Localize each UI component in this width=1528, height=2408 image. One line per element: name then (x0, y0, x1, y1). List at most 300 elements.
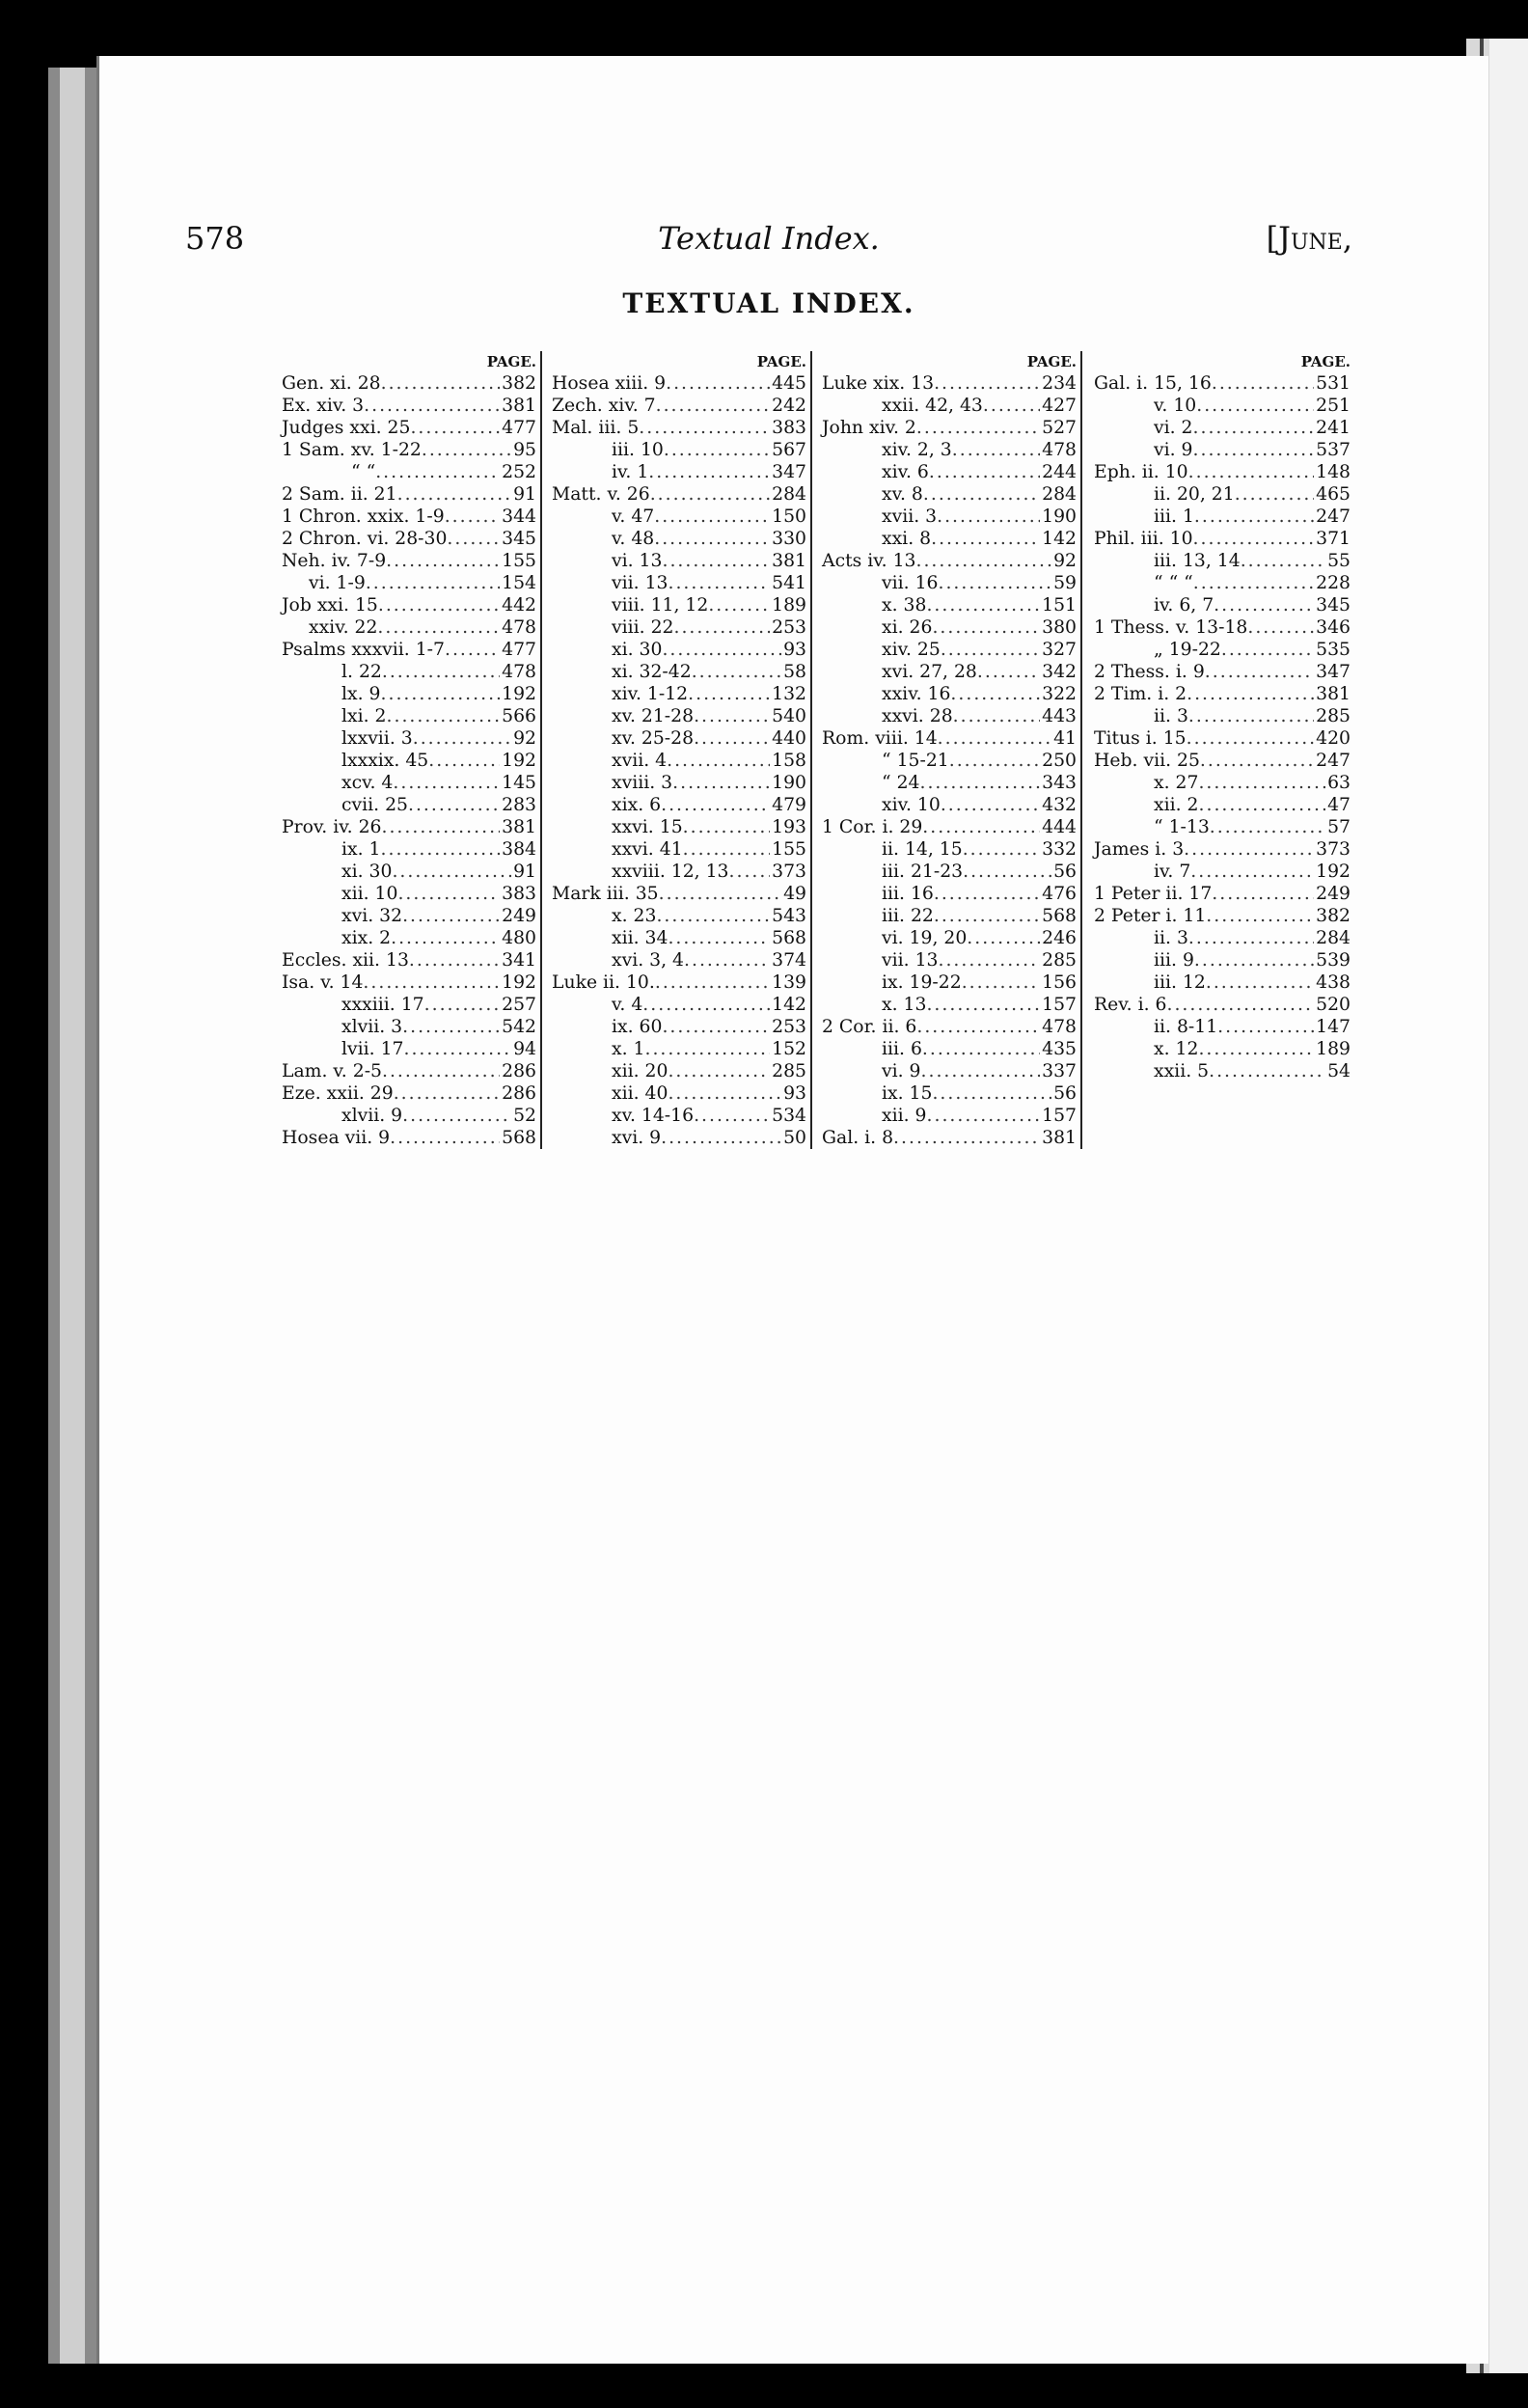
index-entry (282, 616, 540, 639)
scripture-reference: “ 15-21 (882, 751, 949, 771)
page-reference: 147 (1316, 1017, 1351, 1037)
leader-dots (1194, 949, 1314, 971)
scripture-reference: 2 Thess. i. 9 (1094, 662, 1205, 682)
page-reference: 371 (1316, 529, 1351, 549)
page-reference: 443 (1042, 706, 1077, 726)
page-reference: 241 (1316, 418, 1351, 438)
page-reference: 337 (1042, 1061, 1077, 1081)
scripture-reference: xxii. 5 (1154, 1061, 1210, 1081)
page-reference: 344 (502, 506, 536, 527)
leader-dots (932, 1082, 1051, 1105)
page-reference: 55 (1327, 551, 1351, 571)
scripture-reference: x. 12 (1154, 1039, 1199, 1059)
leader-dots (1206, 971, 1314, 994)
page-reference: 444 (1042, 817, 1077, 837)
scripture-reference: xii. 10 (341, 884, 398, 904)
leader-dots (937, 506, 1040, 528)
index-entry (282, 1082, 540, 1105)
leader-dots (941, 794, 1040, 816)
leader-dots (644, 1038, 770, 1060)
page-reference: 190 (772, 773, 806, 793)
index-entry (282, 372, 540, 395)
leader-dots (952, 439, 1040, 461)
index-entry (552, 683, 810, 705)
page-reference: 41 (1053, 728, 1077, 749)
index-entry (822, 971, 1080, 994)
index-entry (1094, 794, 1354, 816)
leader-dots (1200, 750, 1314, 772)
page-reference: 330 (772, 529, 806, 549)
index-entry (282, 861, 540, 883)
index-entry (1094, 905, 1354, 927)
leader-dots (424, 994, 501, 1016)
scripture-reference: xiv. 25 (882, 640, 941, 660)
scripture-reference: Eph. ii. 10 (1094, 462, 1188, 482)
scripture-reference: Gen. xi. 28 (282, 373, 381, 394)
scripture-reference: 2 Peter i. 11 (1094, 906, 1207, 926)
scripture-reference: Mark iii. 35 (552, 884, 659, 904)
scripture-reference: xxvi. 41 (612, 839, 683, 860)
page-reference: 373 (772, 862, 806, 882)
index-entry (822, 395, 1080, 417)
leader-dots (1217, 1016, 1314, 1038)
leader-dots (1247, 616, 1314, 639)
page-reference: 541 (772, 573, 806, 593)
leader-dots (390, 1127, 500, 1149)
page-reference: 445 (772, 373, 806, 394)
index-entry (552, 417, 810, 439)
leader-dots (923, 483, 1040, 506)
leader-dots (953, 705, 1041, 727)
scripture-reference: ii. 3 (1154, 928, 1188, 948)
leader-dots (402, 1016, 500, 1038)
leader-dots (941, 639, 1040, 661)
page-reference: 93 (783, 1083, 806, 1104)
page-reference: 189 (1316, 1039, 1351, 1059)
leader-dots (1188, 705, 1314, 727)
page-reference: 374 (772, 950, 806, 971)
leader-dots (1214, 594, 1314, 616)
scripture-reference: „ 19-22 (1154, 640, 1221, 660)
scripture-reference: xi. 30 (612, 640, 663, 660)
scripture-reference: iii. 13, 14 (1154, 551, 1241, 571)
page-reference: 382 (1316, 906, 1351, 926)
leader-dots (393, 772, 500, 794)
index-entry (282, 905, 540, 927)
index-entry (552, 439, 810, 461)
leader-dots (403, 1038, 511, 1060)
page-reference: 283 (502, 795, 536, 815)
leader-dots (381, 683, 501, 705)
leader-dots (688, 683, 770, 705)
index-entry (822, 794, 1080, 816)
page-reference: 322 (1042, 684, 1077, 704)
leader-dots (929, 461, 1040, 483)
page-reference: 253 (772, 1017, 806, 1037)
index-entry (822, 861, 1080, 883)
index-entry (552, 727, 810, 750)
leader-dots (934, 883, 1040, 905)
index-entry (282, 395, 540, 417)
scripture-reference: xvi. 9 (612, 1128, 662, 1148)
index-entry (552, 372, 810, 395)
index-entry (282, 971, 540, 994)
page-reference: 381 (1042, 1128, 1077, 1148)
index-entry (552, 506, 810, 528)
scripture-reference: Titus i. 15 (1094, 728, 1187, 749)
leader-dots (413, 727, 511, 750)
scripture-reference: Hosea xiii. 9 (552, 373, 667, 394)
index-entry (282, 528, 540, 550)
scripture-reference: xvi. 3, 4 (612, 950, 684, 971)
leader-dots (639, 417, 770, 439)
scripture-reference: John xiv. 2 (822, 418, 916, 438)
scripture-reference: vi. 2 (1154, 418, 1193, 438)
scripture-reference: 1 Cor. i. 29 (822, 817, 923, 837)
scripture-reference: Luke ii. 10. (552, 972, 655, 993)
leader-dots (1198, 1038, 1314, 1060)
page-reference: 478 (1042, 440, 1077, 460)
index-entry (1094, 395, 1354, 417)
scripture-reference: Eccles. xii. 13 (282, 950, 409, 971)
scripture-reference: xvi. 32 (341, 906, 403, 926)
scripture-reference: xxvi. 15 (612, 817, 683, 837)
index-entry (822, 528, 1080, 550)
scripture-reference: Ex. xiv. 3 (282, 396, 365, 416)
leader-dots (654, 528, 770, 550)
page-reference: 479 (772, 795, 806, 815)
scripture-reference: xi. 26 (882, 617, 933, 638)
scripture-reference: vii. 13 (612, 573, 668, 593)
page-column-heading: PAGE. (756, 353, 806, 370)
scripture-reference: vi. 1-9 (309, 573, 366, 593)
leader-dots (950, 683, 1040, 705)
page-reference: 427 (1042, 396, 1077, 416)
leader-dots (447, 528, 500, 550)
index-entry (1094, 750, 1354, 772)
index-entry (822, 661, 1080, 683)
scripture-reference: Zech. xiv. 7 (552, 396, 656, 416)
page-reference: 228 (1316, 573, 1351, 593)
index-entry (822, 639, 1080, 661)
index-entry (552, 927, 810, 949)
scripture-reference: 1 Chron. xxix. 1-9 (282, 506, 445, 527)
page-reference: 476 (1042, 884, 1077, 904)
index-entry (822, 1060, 1080, 1082)
leader-dots (391, 927, 500, 949)
page-reference: 285 (1316, 706, 1351, 726)
page-reference: 542 (502, 1017, 536, 1037)
page-reference: 435 (1042, 1039, 1077, 1059)
page-reference: 420 (1316, 728, 1351, 749)
index-entry (552, 639, 810, 661)
scripture-reference: x. 1 (612, 1039, 645, 1059)
scripture-reference: Matt. v. 26 (552, 484, 650, 505)
index-entry (552, 816, 810, 838)
scripture-reference: ii. 8-11 (1154, 1017, 1218, 1037)
page-reference: 568 (502, 1128, 536, 1148)
index-entry (1094, 616, 1354, 639)
page-reference: 382 (502, 373, 536, 394)
index-entry (1094, 683, 1354, 705)
leader-dots (381, 372, 501, 395)
page-reference: 384 (502, 839, 536, 860)
spine-inner (60, 68, 85, 2364)
scripture-reference: “ “ “ (1154, 573, 1193, 593)
index-entry (552, 772, 810, 794)
leader-dots (694, 1105, 770, 1127)
page-reference: 148 (1316, 462, 1351, 482)
leader-dots (938, 572, 1051, 594)
page-number: 578 (185, 220, 245, 257)
leader-dots (1198, 772, 1325, 794)
index-entry (1094, 483, 1354, 506)
leader-dots (977, 661, 1040, 683)
index-entry (282, 661, 540, 683)
scripture-reference: iii. 22 (882, 906, 934, 926)
page-reference: 93 (783, 640, 806, 660)
page-reference: 535 (1316, 640, 1351, 660)
page-reference: 247 (1316, 751, 1351, 771)
leader-dots (1187, 727, 1315, 750)
scripture-reference: James i. 3 (1094, 839, 1185, 860)
page-reference: 527 (1042, 418, 1077, 438)
scripture-reference: Gal. i. 8 (822, 1128, 894, 1148)
page-reference: 249 (502, 906, 536, 926)
index-entry (1094, 461, 1354, 483)
index-entry (282, 1127, 540, 1149)
index-entry (1094, 838, 1354, 861)
scripture-reference: xviii. 3 (612, 773, 673, 793)
scripture-reference: x. 27 (1154, 773, 1199, 793)
index-entry (822, 1016, 1080, 1038)
leader-dots (934, 372, 1040, 395)
index-entry (822, 949, 1080, 971)
page-reference: 242 (772, 396, 806, 416)
scripture-reference: v. 10 (1154, 396, 1197, 416)
index-column-3 (822, 351, 1082, 1149)
page-reference: 537 (1316, 440, 1351, 460)
scripture-reference: xix. 2 (341, 928, 392, 948)
scripture-reference: Heb. vii. 25 (1094, 751, 1200, 771)
scripture-reference: iii. 16 (882, 884, 934, 904)
leader-dots (394, 1082, 500, 1105)
page-reference: 152 (772, 1039, 806, 1059)
page-reference: 142 (772, 995, 806, 1015)
leader-dots (1199, 794, 1326, 816)
leader-dots (408, 794, 500, 816)
scripture-reference: xii. 34 (612, 928, 668, 948)
index-entry (552, 1038, 810, 1060)
index-entry (552, 1127, 810, 1149)
scripture-reference: Rev. i. 6 (1094, 995, 1167, 1015)
index-entry (552, 1082, 810, 1105)
index-entry (282, 550, 540, 572)
running-title: Textual Index. (658, 220, 880, 257)
index-entry (822, 816, 1080, 838)
leader-dots (729, 861, 771, 883)
leader-dots (1187, 683, 1314, 705)
page-reference: 342 (1042, 662, 1077, 682)
page-reference: 158 (772, 751, 806, 771)
index-title: TEXTUAL INDEX. (622, 287, 915, 319)
leader-dots (664, 439, 770, 461)
page-reference: 286 (502, 1083, 536, 1104)
scripture-reference: 2 Tim. i. 2 (1094, 684, 1187, 704)
page-reference: 249 (1316, 884, 1351, 904)
index-entry (822, 838, 1080, 861)
leader-dots (378, 594, 500, 616)
leader-dots (1193, 417, 1315, 439)
page-reference: 381 (502, 817, 536, 837)
leader-dots (386, 550, 500, 572)
page-reference: 284 (772, 484, 806, 505)
leader-dots (673, 616, 770, 639)
index-entry (1094, 528, 1354, 550)
scripture-reference: lx. 9 (341, 684, 381, 704)
leader-dots (642, 994, 770, 1016)
leader-dots (683, 816, 771, 838)
index-entry (552, 994, 810, 1016)
index-entry (1094, 949, 1354, 971)
scripture-reference: 2 Cor. ii. 6 (822, 1017, 917, 1037)
leader-dots (661, 1127, 781, 1149)
page-column-heading: PAGE. (1026, 353, 1077, 370)
leader-dots (428, 750, 500, 772)
scripture-reference: xxiv. 16 (882, 684, 951, 704)
leader-dots (919, 772, 1040, 794)
page-reference: 381 (772, 551, 806, 571)
index-entry (282, 949, 540, 971)
scripture-reference: xii. 2 (1154, 795, 1199, 815)
index-entry (822, 1038, 1080, 1060)
index-entry (282, 838, 540, 861)
scripture-reference: Psalms xxxvii. 1-7 (282, 640, 445, 660)
page-reference: 52 (513, 1106, 536, 1126)
leader-dots (915, 550, 1051, 572)
index-entry (822, 705, 1080, 727)
index-entry (282, 750, 540, 772)
page-reference: 91 (513, 862, 536, 882)
scripture-reference: Job xxi. 15 (282, 595, 378, 616)
leader-dots (708, 594, 770, 616)
scripture-reference: v. 48 (612, 529, 655, 549)
page-reference: 286 (502, 1061, 536, 1081)
index-entry (822, 772, 1080, 794)
page-reference: 92 (1053, 551, 1077, 571)
page-reference: 568 (772, 928, 806, 948)
index-entry (282, 417, 540, 439)
page-reference: 432 (1042, 795, 1077, 815)
leader-dots (694, 705, 770, 727)
index-entry (822, 461, 1080, 483)
page-reference: 150 (772, 506, 806, 527)
page-reference: 345 (502, 529, 536, 549)
index-entry (1094, 1060, 1354, 1082)
scripture-reference: v. 47 (612, 506, 655, 527)
leader-dots (893, 1127, 1040, 1149)
page-reference: 568 (1042, 906, 1077, 926)
scripture-reference: 1 Sam. xv. 1-22 (282, 440, 422, 460)
index-entry (1094, 772, 1354, 794)
leader-dots (963, 838, 1040, 861)
page-reference: 193 (772, 817, 806, 837)
leader-dots (1194, 506, 1314, 528)
page-reference: 383 (502, 884, 536, 904)
scripture-reference: xxii. 42, 43 (882, 396, 983, 416)
leader-dots (694, 727, 770, 750)
scripture-reference: Prov. iv. 26 (282, 817, 382, 837)
index-entry (552, 750, 810, 772)
leader-dots (422, 439, 511, 461)
scripture-reference: vi. 19, 20 (882, 928, 968, 948)
index-entry (822, 483, 1080, 506)
page-reference: 56 (1053, 862, 1077, 882)
index-entry (822, 439, 1080, 461)
index-entry (552, 594, 810, 616)
page-reference: 192 (502, 751, 536, 771)
scripture-reference: xi. 32-42 (612, 662, 692, 682)
index-entry (552, 794, 810, 816)
page-reference: 157 (1042, 1106, 1077, 1126)
leader-dots (938, 727, 1051, 750)
page-reference: 257 (502, 995, 536, 1015)
page-reference: 347 (772, 462, 806, 482)
index-entry (552, 705, 810, 727)
index-entry (1094, 439, 1354, 461)
leader-dots (364, 395, 500, 417)
page-reference: 95 (513, 440, 536, 460)
page-reference: 252 (502, 462, 536, 482)
book-spine-left (48, 68, 96, 2364)
page-reference: 347 (1316, 662, 1351, 682)
scripture-reference: l. 22 (341, 662, 382, 682)
index-entry (282, 506, 540, 528)
page-reference: 192 (1316, 862, 1351, 882)
index-entry (1094, 861, 1354, 883)
page-reference: 478 (502, 662, 536, 682)
page-reference: 56 (1053, 1083, 1077, 1104)
page-reference: 284 (1316, 928, 1351, 948)
scripture-reference: xv. 14-16 (612, 1106, 695, 1126)
leader-dots (387, 705, 501, 727)
index-entry (1094, 550, 1354, 572)
leader-dots (668, 1060, 770, 1082)
leader-dots (382, 1060, 500, 1082)
leader-dots (916, 1016, 1040, 1038)
index-entry (1094, 927, 1354, 949)
page-reference: 543 (772, 906, 806, 926)
scripture-reference: lxxvii. 3 (341, 728, 413, 749)
index-entry (552, 572, 810, 594)
page-reference: 251 (1316, 396, 1351, 416)
leader-dots (1184, 838, 1314, 861)
page-reference: 477 (502, 418, 536, 438)
index-entry (552, 395, 810, 417)
page-reference: 478 (502, 617, 536, 638)
page-reference: 567 (772, 440, 806, 460)
page-reference: 520 (1316, 995, 1351, 1015)
index-entry (282, 1016, 540, 1038)
page-reference: 373 (1316, 839, 1351, 860)
leader-dots (366, 572, 500, 594)
page-reference: 477 (502, 640, 536, 660)
index-entry (822, 905, 1080, 927)
page-reference: 341 (502, 950, 536, 971)
index-entry (552, 616, 810, 639)
leader-dots (382, 661, 500, 683)
index-entry (282, 1038, 540, 1060)
